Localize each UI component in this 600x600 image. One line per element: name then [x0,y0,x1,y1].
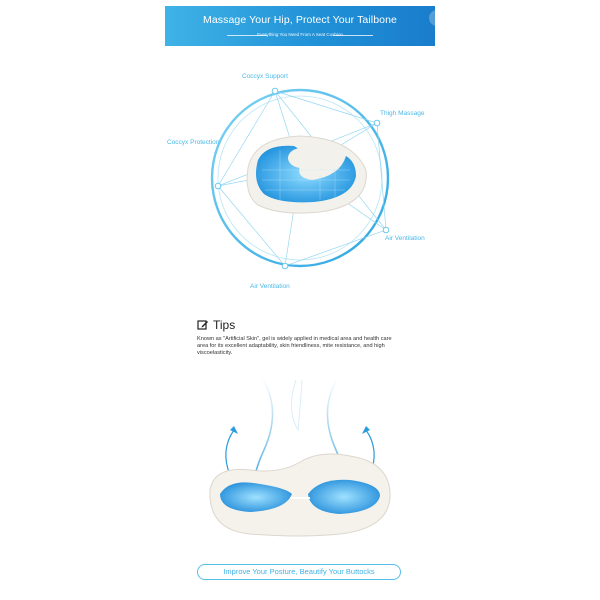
gel-cushion-image [247,136,366,213]
banner-subtitle: Everything You Need From A Seat Cushion [257,32,343,37]
tips-title: Tips [213,318,236,332]
banner-title: Massage Your Hip, Protect Your Tailbone [202,14,397,26]
callout-coccyx-protection: Coccyx Protection [167,139,220,146]
tips-heading [197,318,235,332]
header-banner [165,6,435,46]
tips-text: Known as "Artificial Skin", gel is widely applied in medical area and health care area for its excellent adaptability, skin friendliness, mite resistance, and high viscoelasticity. [197,336,392,357]
callout-air-ventilation-right: Air Ventilation [385,235,425,242]
cushion-posture-image [190,370,410,550]
callout-coccyx-support: Coccyx Support [242,73,288,80]
bubble-decoration-icon [417,6,435,46]
diagram-lines [0,60,600,300]
feature-diagram [0,60,600,300]
posture-slogan-badge: Improve Your Posture, Beautify Your Buttocks [197,564,401,580]
edit-icon [197,319,209,331]
callout-air-ventilation-bottom: Air Ventilation [250,283,290,290]
callout-thigh-massage: Thigh Massage [380,110,425,117]
